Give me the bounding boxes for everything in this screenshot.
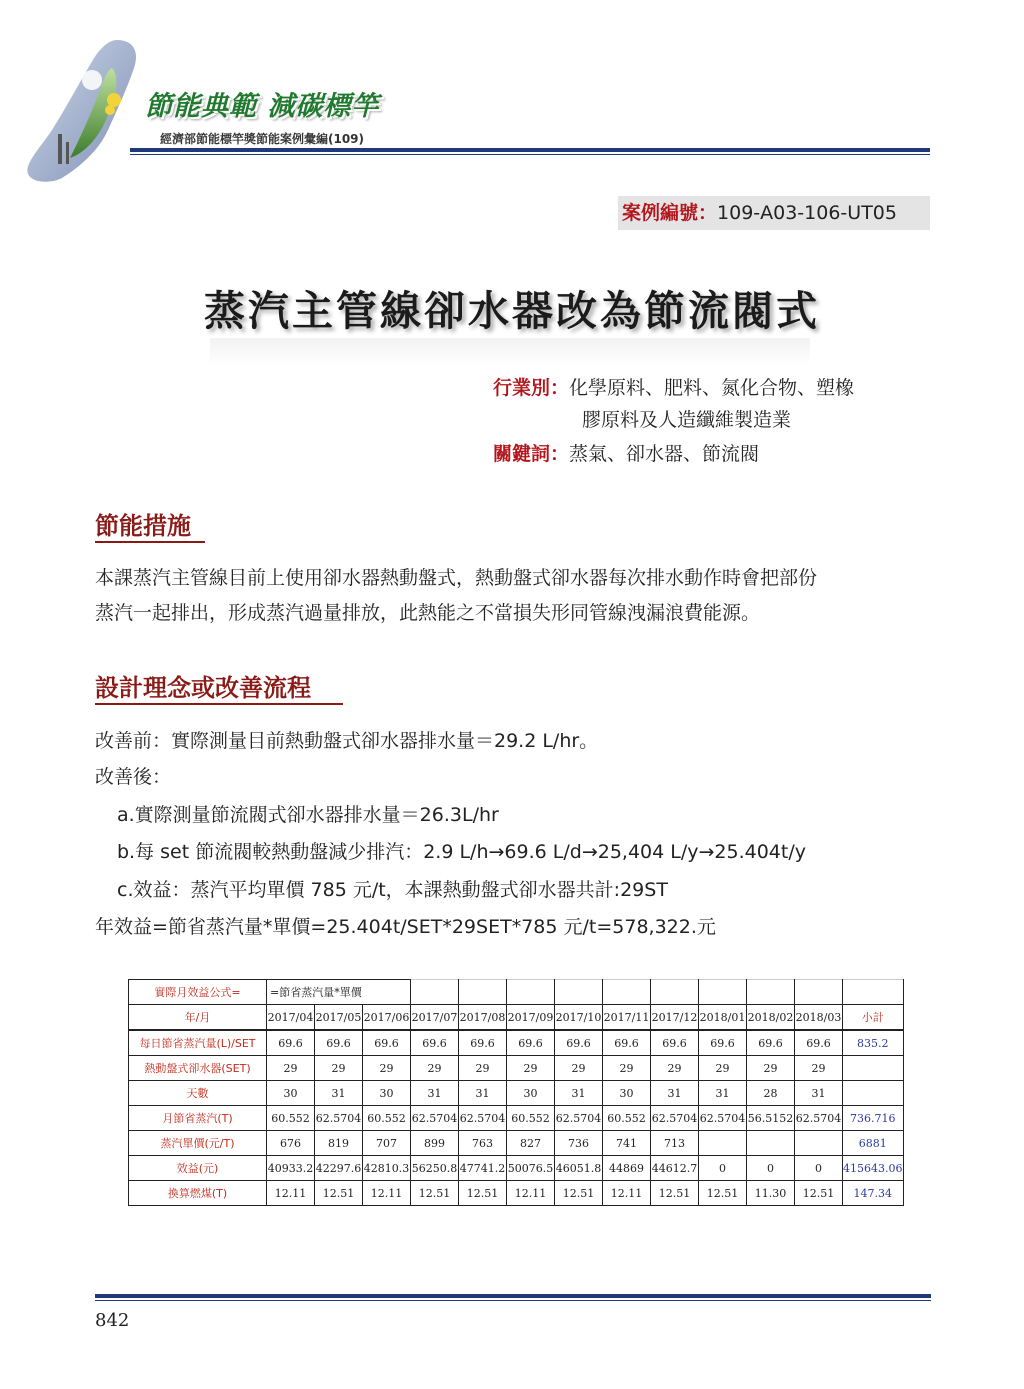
column-header-month: 2018/03 — [795, 1005, 843, 1031]
table-cell: 69.6 — [267, 1030, 315, 1056]
column-header-month: 2018/01 — [699, 1005, 747, 1031]
empty-cell — [603, 980, 651, 1005]
table-cell: 31 — [699, 1081, 747, 1106]
table-cell: 31 — [459, 1081, 507, 1106]
table-cell: 30 — [603, 1081, 651, 1106]
formula-label: 實際月效益公式= — [129, 980, 267, 1005]
table-row — [129, 1081, 904, 1106]
table-cell: 46051.8 — [555, 1156, 603, 1181]
table-cell: 30 — [363, 1081, 411, 1106]
table-cell: 29 — [411, 1056, 459, 1081]
design-line-b: b.每 set 節流閥較熱動盤減少排汽：2.9 L/h→69.6 L/d→25,404 L/y→25.404t/y — [117, 841, 806, 863]
empty-cell — [747, 980, 795, 1005]
table-cell — [699, 1131, 747, 1156]
table-cell: 29 — [747, 1056, 795, 1081]
table-cell: 12.51 — [651, 1181, 699, 1206]
table-cell: 69.6 — [795, 1030, 843, 1056]
row-label: 蒸汽單價(元/T) — [129, 1131, 267, 1156]
table-cell: 31 — [651, 1081, 699, 1106]
page-number: 842 — [95, 1310, 130, 1331]
footer-rule-thin — [95, 1300, 931, 1301]
table-cell: 62.5704 — [315, 1106, 363, 1131]
table-cell: 69.6 — [651, 1030, 699, 1056]
row-total: 736.716 — [843, 1106, 904, 1131]
table-cell: 12.51 — [555, 1181, 603, 1206]
table-cell: 12.11 — [507, 1181, 555, 1206]
table-cell: 69.6 — [459, 1030, 507, 1056]
table-cell: 11.30 — [747, 1181, 795, 1206]
table-header-row — [129, 1005, 904, 1031]
row-total: 147.34 — [843, 1181, 904, 1206]
table-cell: 47741.2 — [459, 1156, 507, 1181]
column-header-month: 2017/05 — [315, 1005, 363, 1031]
row-total: 6881 — [843, 1131, 904, 1156]
table-cell: 29 — [795, 1056, 843, 1081]
industry-value-continued: 膠原料及人造纖維製造業 — [582, 409, 792, 431]
table-row — [129, 1030, 904, 1056]
table-cell: 713 — [651, 1131, 699, 1156]
table-cell: 60.552 — [363, 1106, 411, 1131]
title-shadow-band — [210, 338, 810, 366]
formula-text: =節省蒸汽量*單價 — [267, 980, 411, 1005]
table-cell: 60.552 — [507, 1106, 555, 1131]
empty-cell — [651, 980, 699, 1005]
table-cell: 819 — [315, 1131, 363, 1156]
header-rule — [130, 148, 930, 152]
benefit-table — [128, 979, 904, 1206]
table-cell: 30 — [267, 1081, 315, 1106]
table-cell: 60.552 — [603, 1106, 651, 1131]
table-cell: 29 — [603, 1056, 651, 1081]
table-cell: 29 — [267, 1056, 315, 1081]
table-row — [129, 1181, 904, 1206]
table-cell: 763 — [459, 1131, 507, 1156]
keywords-line — [493, 438, 759, 470]
table-cell: 42297.6 — [315, 1156, 363, 1181]
section-underline — [95, 703, 343, 705]
table-cell: 676 — [267, 1131, 315, 1156]
table-cell: 60.552 — [267, 1106, 315, 1131]
page-title: 蒸汽主管線卻水器改為節流閥式 — [204, 287, 820, 335]
column-header-month: 2017/07 — [411, 1005, 459, 1031]
table-cell: 62.5704 — [699, 1106, 747, 1131]
measures-line-1: 本課蒸汽主管線目前上使用卻水器熱動盤式，熱動盤式卻水器每次排水動作時會把部份 — [95, 567, 818, 589]
table-cell: 40933.2 — [267, 1156, 315, 1181]
table-cell: 12.11 — [267, 1181, 315, 1206]
keywords-label: 關鍵詞： — [493, 443, 570, 465]
column-header-month: 2017/09 — [507, 1005, 555, 1031]
row-label: 換算燃煤(T) — [129, 1181, 267, 1206]
table-cell — [747, 1131, 795, 1156]
table-cell: 31 — [555, 1081, 603, 1106]
column-header-month: 2017/06 — [363, 1005, 411, 1031]
column-header-month: 2017/10 — [555, 1005, 603, 1031]
table-cell: 69.6 — [363, 1030, 411, 1056]
table-formula-row — [129, 980, 904, 1005]
empty-cell — [459, 980, 507, 1005]
column-header-month: 2017/11 — [603, 1005, 651, 1031]
table-cell: 707 — [363, 1131, 411, 1156]
header-rule-thin — [130, 154, 930, 155]
keywords-value: 蒸氣、卻水器、節流閥 — [569, 443, 760, 465]
table-cell: 29 — [555, 1056, 603, 1081]
table-cell: 12.11 — [603, 1181, 651, 1206]
column-header-month: 2017/08 — [459, 1005, 507, 1031]
empty-cell — [507, 980, 555, 1005]
banner-title: 節能典範 減碳標竿 — [145, 91, 380, 122]
table-cell: 29 — [507, 1056, 555, 1081]
empty-cell — [843, 980, 904, 1005]
empty-cell — [411, 980, 459, 1005]
table-cell: 12.51 — [699, 1181, 747, 1206]
table-cell: 0 — [795, 1156, 843, 1181]
table-cell: 29 — [651, 1056, 699, 1081]
table-cell: 0 — [699, 1156, 747, 1181]
empty-cell — [795, 980, 843, 1005]
design-line-after: 改善後： — [95, 766, 172, 788]
table-cell: 29 — [699, 1056, 747, 1081]
footer-rule — [95, 1294, 931, 1298]
table-cell: 12.51 — [315, 1181, 363, 1206]
industry-line — [493, 372, 854, 404]
section-heading-design: 設計理念或改善流程 — [95, 674, 311, 702]
column-header-month: 2017/12 — [651, 1005, 699, 1031]
row-total: 415643.06 — [843, 1156, 904, 1181]
case-number-box — [618, 196, 930, 230]
row-label: 每日節省蒸汽量(L)/SET — [129, 1030, 267, 1056]
table-cell: 31 — [795, 1081, 843, 1106]
table-cell: 29 — [315, 1056, 363, 1081]
table-row — [129, 1156, 904, 1181]
table-cell — [795, 1131, 843, 1156]
column-header-label: 年/月 — [129, 1005, 267, 1031]
table-cell: 736 — [555, 1131, 603, 1156]
table-cell: 28 — [747, 1081, 795, 1106]
table-cell: 827 — [507, 1131, 555, 1156]
table-cell: 62.5704 — [555, 1106, 603, 1131]
empty-cell — [555, 980, 603, 1005]
table-cell: 44612.7 — [651, 1156, 699, 1181]
table-cell: 69.6 — [747, 1030, 795, 1056]
table-cell: 12.51 — [459, 1181, 507, 1206]
row-total — [843, 1056, 904, 1081]
row-total — [843, 1081, 904, 1106]
design-line-annual: 年效益=節省蒸汽量*單價=25.404t/SET*29SET*785 元/t=578,322.元 — [95, 916, 716, 938]
table-row — [129, 1131, 904, 1156]
table-cell: 12.51 — [795, 1181, 843, 1206]
table-cell: 31 — [411, 1081, 459, 1106]
design-line-a: a.實際測量節流閥式卻水器排水量＝26.3L/hr — [117, 804, 499, 826]
table-cell: 30 — [507, 1081, 555, 1106]
empty-cell — [699, 980, 747, 1005]
table-cell: 69.6 — [555, 1030, 603, 1056]
table-cell: 42810.3 — [363, 1156, 411, 1181]
column-header-month: 2018/02 — [747, 1005, 795, 1031]
table-cell: 12.51 — [411, 1181, 459, 1206]
banner-subtitle: 經濟部節能標竿獎節能案例彙編(109) — [160, 132, 365, 146]
table-cell: 29 — [363, 1056, 411, 1081]
table-cell: 56250.8 — [411, 1156, 459, 1181]
row-label: 熱動盤式卻水器(SET) — [129, 1056, 267, 1081]
table-cell: 50076.5 — [507, 1156, 555, 1181]
industry-value: 化學原料、肥料、氮化合物、塑橡 — [569, 377, 855, 399]
design-line-before: 改善前：實際測量目前熱動盤式卻水器排水量＝29.2 L/hr。 — [95, 730, 599, 752]
design-line-c: c.效益：蒸汽平均單價 785 元/t，本課熱動盤式卻水器共計:29ST — [117, 879, 668, 901]
row-label: 月節省蒸汽(T) — [129, 1106, 267, 1131]
column-header-month: 2017/04 — [267, 1005, 315, 1031]
table-cell: 12.11 — [363, 1181, 411, 1206]
table-cell: 62.5704 — [795, 1106, 843, 1131]
table-cell: 62.5704 — [411, 1106, 459, 1131]
column-header-total: 小計 — [843, 1005, 904, 1031]
table-cell: 62.5704 — [651, 1106, 699, 1131]
table-cell: 62.5704 — [459, 1106, 507, 1131]
table-cell: 741 — [603, 1131, 651, 1156]
table-cell: 69.6 — [411, 1030, 459, 1056]
table-cell: 0 — [747, 1156, 795, 1181]
table-cell: 56.5152 — [747, 1106, 795, 1131]
table-cell: 69.6 — [315, 1030, 363, 1056]
table-row — [129, 1106, 904, 1131]
industry-label: 行業別： — [493, 377, 570, 399]
table-cell: 69.6 — [507, 1030, 555, 1056]
table-cell: 29 — [459, 1056, 507, 1081]
row-total: 835.2 — [843, 1030, 904, 1056]
table-cell: 69.6 — [699, 1030, 747, 1056]
section-underline — [95, 541, 205, 543]
row-label: 天數 — [129, 1081, 267, 1106]
table-cell: 44869 — [603, 1156, 651, 1181]
table-row — [129, 1056, 904, 1081]
table-cell: 899 — [411, 1131, 459, 1156]
section-heading-measures: 節能措施 — [95, 512, 191, 540]
table-cell: 69.6 — [603, 1030, 651, 1056]
case-number-value: 109-A03-106-UT05 — [717, 202, 897, 224]
measures-line-2: 蒸汽一起排出，形成蒸汽過量排放，此熱能之不當損失形同管線洩漏浪費能源。 — [95, 602, 761, 624]
case-number-label: 案例編號： — [622, 202, 718, 224]
row-label: 效益(元) — [129, 1156, 267, 1181]
table-cell: 31 — [315, 1081, 363, 1106]
